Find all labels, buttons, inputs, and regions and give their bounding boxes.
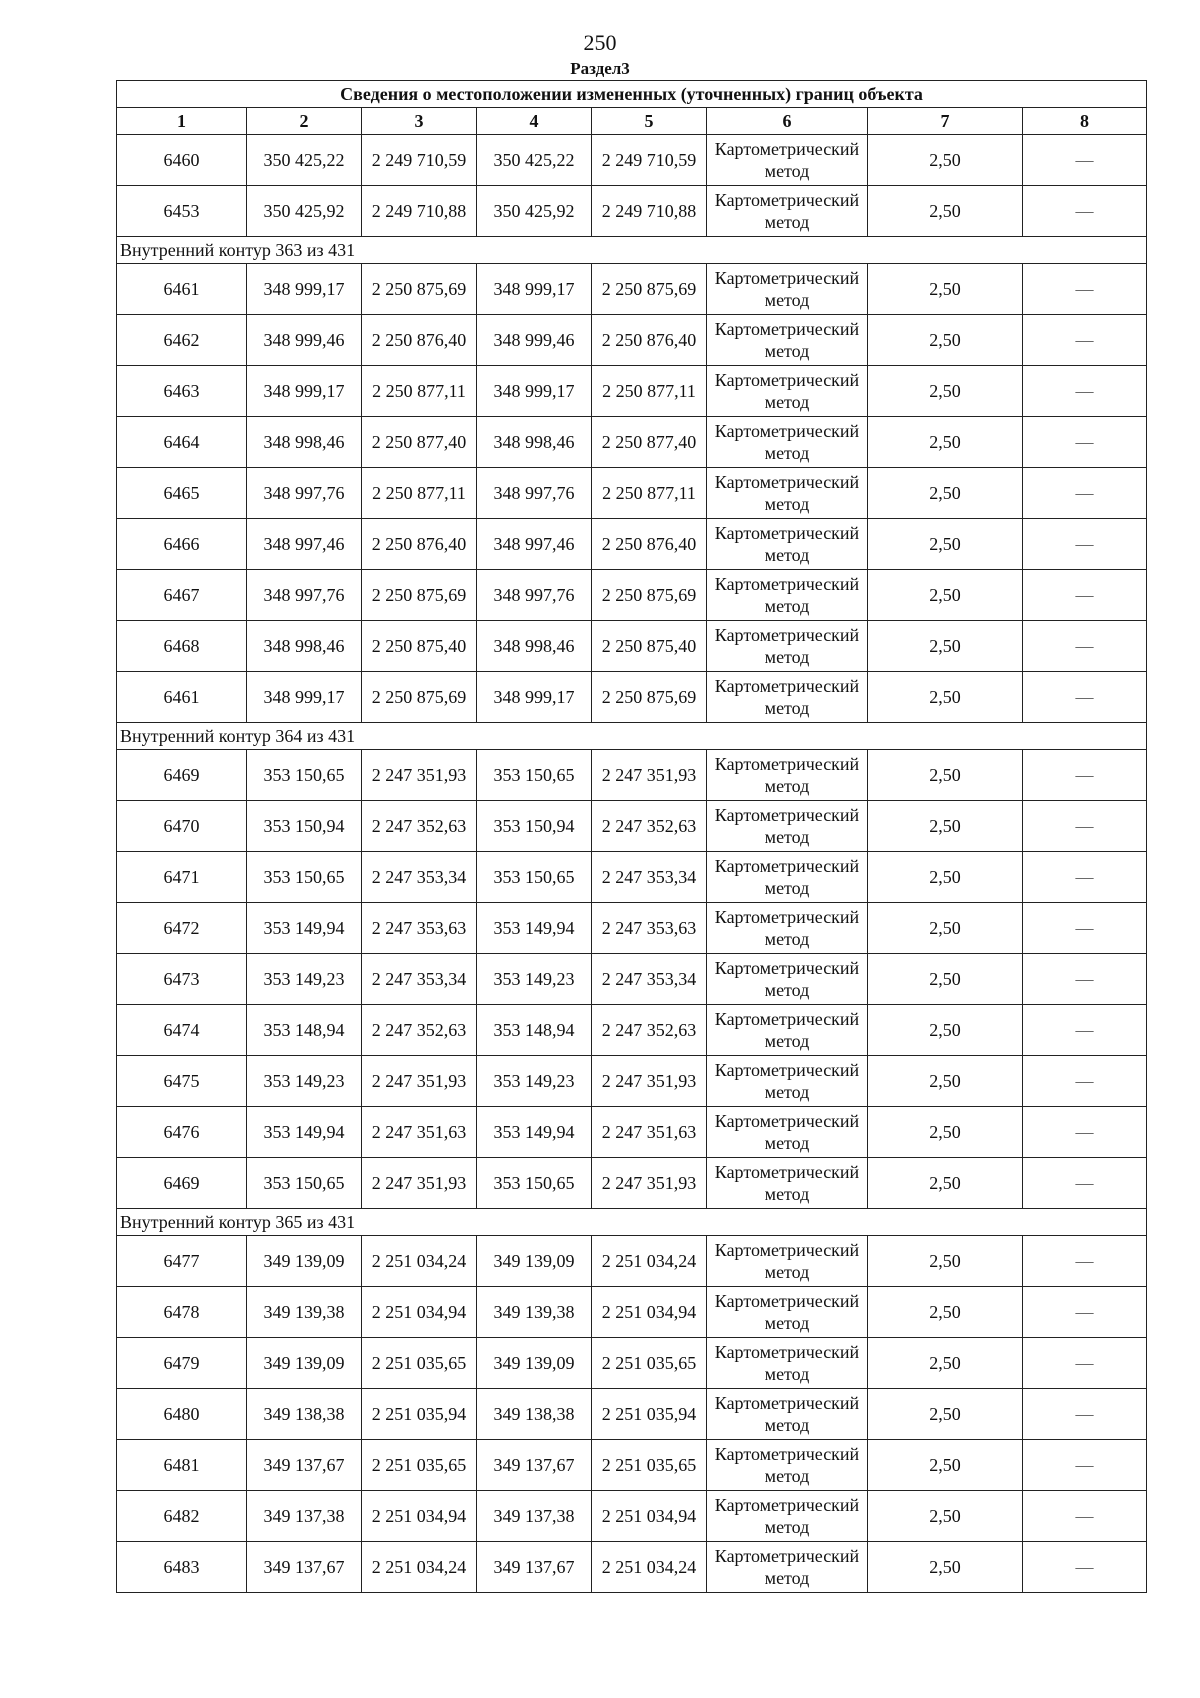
point-number-cell: 6480 — [117, 1389, 247, 1440]
table-row — [117, 519, 1147, 570]
method-cell: Картометрический метод — [707, 1056, 868, 1107]
x-old-cell: 348 997,76 — [247, 570, 362, 621]
description-cell: — — [1023, 750, 1147, 801]
y-new-cell: 2 251 035,65 — [592, 1440, 707, 1491]
y-new-cell: 2 250 876,40 — [592, 519, 707, 570]
x-old-cell: 349 138,38 — [247, 1389, 362, 1440]
accuracy-cell: 2,50 — [868, 1158, 1023, 1209]
accuracy-cell: 2,50 — [868, 1107, 1023, 1158]
x-old-cell: 348 999,17 — [247, 264, 362, 315]
method-cell: Картометрический метод — [707, 519, 868, 570]
table-row — [117, 801, 1147, 852]
y-new-cell: 2 251 035,65 — [592, 1338, 707, 1389]
x-new-cell: 349 137,38 — [477, 1491, 592, 1542]
method-cell: Картометрический метод — [707, 1236, 868, 1287]
accuracy-cell: 2,50 — [868, 417, 1023, 468]
y-old-cell: 2 247 353,34 — [362, 852, 477, 903]
x-old-cell: 348 998,46 — [247, 621, 362, 672]
method-cell: Картометрический метод — [707, 135, 868, 186]
method-cell: Картометрический метод — [707, 1440, 868, 1491]
y-new-cell: 2 250 877,11 — [592, 468, 707, 519]
y-old-cell: 2 251 035,65 — [362, 1338, 477, 1389]
x-new-cell: 353 150,65 — [477, 750, 592, 801]
accuracy-cell: 2,50 — [868, 1287, 1023, 1338]
y-old-cell: 2 247 351,93 — [362, 750, 477, 801]
table-caption-row — [117, 81, 1147, 108]
table-row — [117, 1338, 1147, 1389]
description-cell: — — [1023, 954, 1147, 1005]
point-number-cell: 6476 — [117, 1107, 247, 1158]
point-number-cell: 6469 — [117, 1158, 247, 1209]
table-row — [117, 417, 1147, 468]
point-number-cell: 6483 — [117, 1542, 247, 1593]
method-cell: Картометрический метод — [707, 366, 868, 417]
x-old-cell: 353 150,65 — [247, 750, 362, 801]
y-old-cell: 2 249 710,88 — [362, 186, 477, 237]
point-number-cell: 6466 — [117, 519, 247, 570]
table-row — [117, 1491, 1147, 1542]
table-row — [117, 570, 1147, 621]
accuracy-cell: 2,50 — [868, 1389, 1023, 1440]
point-number-cell: 6474 — [117, 1005, 247, 1056]
table-row — [117, 1005, 1147, 1056]
x-new-cell: 353 150,94 — [477, 801, 592, 852]
x-old-cell: 348 999,17 — [247, 672, 362, 723]
table-row — [117, 672, 1147, 723]
column-number-row — [117, 108, 1147, 135]
x-old-cell: 353 150,65 — [247, 1158, 362, 1209]
method-cell: Картометрический метод — [707, 1287, 868, 1338]
y-new-cell: 2 247 351,63 — [592, 1107, 707, 1158]
y-new-cell: 2 249 710,88 — [592, 186, 707, 237]
accuracy-cell: 2,50 — [868, 903, 1023, 954]
x-new-cell: 349 139,09 — [477, 1236, 592, 1287]
method-cell: Картометрический метод — [707, 1338, 868, 1389]
x-new-cell: 348 997,76 — [477, 570, 592, 621]
table-row — [117, 1440, 1147, 1491]
table-caption: Сведения о местоположении измененных (уточненных) границ объекта — [117, 81, 1147, 108]
point-number-cell: 6470 — [117, 801, 247, 852]
y-new-cell: 2 249 710,59 — [592, 135, 707, 186]
y-old-cell: 2 251 035,94 — [362, 1389, 477, 1440]
point-number-cell: 6473 — [117, 954, 247, 1005]
description-cell: — — [1023, 1542, 1147, 1593]
method-cell: Картометрический метод — [707, 1158, 868, 1209]
y-new-cell: 2 251 034,94 — [592, 1287, 707, 1338]
x-new-cell: 348 997,76 — [477, 468, 592, 519]
contour-header-row — [117, 1209, 1147, 1236]
y-new-cell: 2 247 353,34 — [592, 954, 707, 1005]
table-row — [117, 954, 1147, 1005]
column-number: 2 — [247, 108, 362, 135]
column-number: 3 — [362, 108, 477, 135]
accuracy-cell: 2,50 — [868, 135, 1023, 186]
y-old-cell: 2 251 034,24 — [362, 1542, 477, 1593]
y-old-cell: 2 247 351,63 — [362, 1107, 477, 1158]
y-old-cell: 2 249 710,59 — [362, 135, 477, 186]
x-new-cell: 353 149,23 — [477, 954, 592, 1005]
y-old-cell: 2 251 034,24 — [362, 1236, 477, 1287]
point-number-cell: 6475 — [117, 1056, 247, 1107]
point-number-cell: 6469 — [117, 750, 247, 801]
y-old-cell: 2 251 034,94 — [362, 1287, 477, 1338]
accuracy-cell: 2,50 — [868, 315, 1023, 366]
accuracy-cell: 2,50 — [868, 1005, 1023, 1056]
method-cell: Картометрический метод — [707, 750, 868, 801]
point-number-cell: 6464 — [117, 417, 247, 468]
accuracy-cell: 2,50 — [868, 954, 1023, 1005]
contour-header-row — [117, 723, 1147, 750]
y-new-cell: 2 247 352,63 — [592, 801, 707, 852]
x-new-cell: 349 139,09 — [477, 1338, 592, 1389]
point-number-cell: 6467 — [117, 570, 247, 621]
accuracy-cell: 2,50 — [868, 672, 1023, 723]
y-old-cell: 2 250 877,11 — [362, 468, 477, 519]
y-new-cell: 2 247 351,93 — [592, 1158, 707, 1209]
x-new-cell: 348 999,46 — [477, 315, 592, 366]
column-number: 1 — [117, 108, 247, 135]
point-number-cell: 6481 — [117, 1440, 247, 1491]
table-row — [117, 852, 1147, 903]
x-old-cell: 350 425,22 — [247, 135, 362, 186]
table-row — [117, 621, 1147, 672]
x-old-cell: 353 148,94 — [247, 1005, 362, 1056]
x-new-cell: 353 150,65 — [477, 852, 592, 903]
y-new-cell: 2 247 353,63 — [592, 903, 707, 954]
page-number: 250 — [583, 30, 617, 55]
y-old-cell: 2 250 875,69 — [362, 672, 477, 723]
x-new-cell: 349 138,38 — [477, 1389, 592, 1440]
description-cell: — — [1023, 1287, 1147, 1338]
section-title: Раздел3 — [570, 59, 630, 78]
x-old-cell: 348 998,46 — [247, 417, 362, 468]
contour-label: Внутренний контур 363 из 431 — [117, 237, 1147, 264]
column-number: 8 — [1023, 108, 1147, 135]
y-new-cell: 2 247 351,93 — [592, 750, 707, 801]
description-cell: — — [1023, 1491, 1147, 1542]
y-old-cell: 2 250 876,40 — [362, 519, 477, 570]
table-row — [117, 1236, 1147, 1287]
point-number-cell: 6479 — [117, 1338, 247, 1389]
x-new-cell: 348 999,17 — [477, 366, 592, 417]
accuracy-cell: 2,50 — [868, 186, 1023, 237]
x-new-cell: 353 148,94 — [477, 1005, 592, 1056]
point-number-cell: 6478 — [117, 1287, 247, 1338]
x-old-cell: 349 137,38 — [247, 1491, 362, 1542]
point-number-cell: 6465 — [117, 468, 247, 519]
accuracy-cell: 2,50 — [868, 570, 1023, 621]
accuracy-cell: 2,50 — [868, 750, 1023, 801]
x-new-cell: 348 997,46 — [477, 519, 592, 570]
column-number: 4 — [477, 108, 592, 135]
x-old-cell: 353 149,94 — [247, 903, 362, 954]
method-cell: Картометрический метод — [707, 1542, 868, 1593]
y-old-cell: 2 250 875,69 — [362, 264, 477, 315]
description-cell: — — [1023, 186, 1147, 237]
x-new-cell: 353 149,94 — [477, 903, 592, 954]
x-old-cell: 353 150,65 — [247, 852, 362, 903]
y-old-cell: 2 251 034,94 — [362, 1491, 477, 1542]
y-new-cell: 2 250 877,40 — [592, 417, 707, 468]
description-cell: — — [1023, 1236, 1147, 1287]
point-number-cell: 6468 — [117, 621, 247, 672]
method-cell: Картометрический метод — [707, 315, 868, 366]
x-new-cell: 350 425,22 — [477, 135, 592, 186]
y-old-cell: 2 247 352,63 — [362, 801, 477, 852]
x-old-cell: 353 149,23 — [247, 1056, 362, 1107]
table-row — [117, 1542, 1147, 1593]
description-cell: — — [1023, 621, 1147, 672]
description-cell: — — [1023, 1107, 1147, 1158]
accuracy-cell: 2,50 — [868, 519, 1023, 570]
accuracy-cell: 2,50 — [868, 1236, 1023, 1287]
x-new-cell: 348 998,46 — [477, 621, 592, 672]
y-new-cell: 2 250 877,11 — [592, 366, 707, 417]
method-cell: Картометрический метод — [707, 417, 868, 468]
method-cell: Картометрический метод — [707, 186, 868, 237]
table-row — [117, 186, 1147, 237]
method-cell: Картометрический метод — [707, 1005, 868, 1056]
method-cell: Картометрический метод — [707, 1491, 868, 1542]
y-old-cell: 2 247 352,63 — [362, 1005, 477, 1056]
table-row — [117, 750, 1147, 801]
y-old-cell: 2 247 351,93 — [362, 1056, 477, 1107]
table-row — [117, 1287, 1147, 1338]
x-old-cell: 348 997,76 — [247, 468, 362, 519]
accuracy-cell: 2,50 — [868, 1542, 1023, 1593]
y-new-cell: 2 251 034,24 — [592, 1236, 707, 1287]
y-new-cell: 2 250 875,69 — [592, 672, 707, 723]
x-old-cell: 348 999,17 — [247, 366, 362, 417]
point-number-cell: 6477 — [117, 1236, 247, 1287]
y-new-cell: 2 251 035,94 — [592, 1389, 707, 1440]
point-number-cell: 6482 — [117, 1491, 247, 1542]
description-cell: — — [1023, 1338, 1147, 1389]
coordinates-table — [116, 80, 1147, 1593]
y-old-cell: 2 250 875,40 — [362, 621, 477, 672]
x-new-cell: 348 998,46 — [477, 417, 592, 468]
table-row — [117, 315, 1147, 366]
method-cell: Картометрический метод — [707, 801, 868, 852]
x-old-cell: 349 137,67 — [247, 1440, 362, 1491]
table-row — [117, 1107, 1147, 1158]
column-number: 6 — [707, 108, 868, 135]
table-row — [117, 1056, 1147, 1107]
x-new-cell: 349 137,67 — [477, 1542, 592, 1593]
accuracy-cell: 2,50 — [868, 468, 1023, 519]
description-cell: — — [1023, 366, 1147, 417]
y-new-cell: 2 250 876,40 — [592, 315, 707, 366]
description-cell: — — [1023, 468, 1147, 519]
description-cell: — — [1023, 1440, 1147, 1491]
method-cell: Картометрический метод — [707, 570, 868, 621]
accuracy-cell: 2,50 — [868, 366, 1023, 417]
method-cell: Картометрический метод — [707, 672, 868, 723]
y-old-cell: 2 247 353,34 — [362, 954, 477, 1005]
description-cell: — — [1023, 315, 1147, 366]
y-new-cell: 2 250 875,40 — [592, 621, 707, 672]
point-number-cell: 6471 — [117, 852, 247, 903]
description-cell: — — [1023, 1158, 1147, 1209]
method-cell: Картометрический метод — [707, 1389, 868, 1440]
y-new-cell: 2 250 875,69 — [592, 570, 707, 621]
accuracy-cell: 2,50 — [868, 264, 1023, 315]
description-cell: — — [1023, 801, 1147, 852]
point-number-cell: 6461 — [117, 264, 247, 315]
y-old-cell: 2 250 877,11 — [362, 366, 477, 417]
x-old-cell: 348 997,46 — [247, 519, 362, 570]
table-body — [117, 135, 1147, 1593]
y-new-cell: 2 250 875,69 — [592, 264, 707, 315]
y-old-cell: 2 250 877,40 — [362, 417, 477, 468]
x-old-cell: 350 425,92 — [247, 186, 362, 237]
point-number-cell: 6463 — [117, 366, 247, 417]
method-cell: Картометрический метод — [707, 468, 868, 519]
y-new-cell: 2 251 034,94 — [592, 1491, 707, 1542]
point-number-cell: 6461 — [117, 672, 247, 723]
x-new-cell: 353 149,94 — [477, 1107, 592, 1158]
table-row — [117, 135, 1147, 186]
description-cell: — — [1023, 519, 1147, 570]
description-cell: — — [1023, 264, 1147, 315]
x-new-cell: 350 425,92 — [477, 186, 592, 237]
y-new-cell: 2 247 353,34 — [592, 852, 707, 903]
table-row — [117, 1158, 1147, 1209]
accuracy-cell: 2,50 — [868, 1440, 1023, 1491]
accuracy-cell: 2,50 — [868, 801, 1023, 852]
y-new-cell: 2 247 352,63 — [592, 1005, 707, 1056]
table-row — [117, 1389, 1147, 1440]
x-old-cell: 348 999,46 — [247, 315, 362, 366]
description-cell: — — [1023, 852, 1147, 903]
contour-header-row — [117, 237, 1147, 264]
description-cell: — — [1023, 135, 1147, 186]
method-cell: Картометрический метод — [707, 621, 868, 672]
column-number: 5 — [592, 108, 707, 135]
method-cell: Картометрический метод — [707, 852, 868, 903]
description-cell: — — [1023, 1005, 1147, 1056]
x-old-cell: 353 149,94 — [247, 1107, 362, 1158]
description-cell: — — [1023, 417, 1147, 468]
x-old-cell: 349 139,09 — [247, 1338, 362, 1389]
y-new-cell: 2 247 351,93 — [592, 1056, 707, 1107]
x-old-cell: 353 149,23 — [247, 954, 362, 1005]
accuracy-cell: 2,50 — [868, 621, 1023, 672]
column-number: 7 — [868, 108, 1023, 135]
description-cell: — — [1023, 672, 1147, 723]
accuracy-cell: 2,50 — [868, 1056, 1023, 1107]
x-new-cell: 349 139,38 — [477, 1287, 592, 1338]
point-number-cell: 6462 — [117, 315, 247, 366]
x-new-cell: 349 137,67 — [477, 1440, 592, 1491]
x-old-cell: 353 150,94 — [247, 801, 362, 852]
y-old-cell: 2 251 035,65 — [362, 1440, 477, 1491]
accuracy-cell: 2,50 — [868, 1338, 1023, 1389]
description-cell: — — [1023, 570, 1147, 621]
table-row — [117, 468, 1147, 519]
point-number-cell: 6460 — [117, 135, 247, 186]
contour-label: Внутренний контур 365 из 431 — [117, 1209, 1147, 1236]
y-old-cell: 2 250 876,40 — [362, 315, 477, 366]
y-old-cell: 2 247 351,93 — [362, 1158, 477, 1209]
table-row — [117, 366, 1147, 417]
x-new-cell: 353 150,65 — [477, 1158, 592, 1209]
method-cell: Картометрический метод — [707, 903, 868, 954]
description-cell: — — [1023, 1056, 1147, 1107]
point-number-cell: 6453 — [117, 186, 247, 237]
accuracy-cell: 2,50 — [868, 1491, 1023, 1542]
x-new-cell: 353 149,23 — [477, 1056, 592, 1107]
description-cell: — — [1023, 903, 1147, 954]
method-cell: Картометрический метод — [707, 954, 868, 1005]
y-old-cell: 2 247 353,63 — [362, 903, 477, 954]
x-old-cell: 349 137,67 — [247, 1542, 362, 1593]
table-row — [117, 903, 1147, 954]
method-cell: Картометрический метод — [707, 264, 868, 315]
x-old-cell: 349 139,09 — [247, 1236, 362, 1287]
point-number-cell: 6472 — [117, 903, 247, 954]
table-row — [117, 264, 1147, 315]
accuracy-cell: 2,50 — [868, 852, 1023, 903]
x-new-cell: 348 999,17 — [477, 264, 592, 315]
method-cell: Картометрический метод — [707, 1107, 868, 1158]
y-new-cell: 2 251 034,24 — [592, 1542, 707, 1593]
contour-label: Внутренний контур 364 из 431 — [117, 723, 1147, 750]
description-cell: — — [1023, 1389, 1147, 1440]
x-new-cell: 348 999,17 — [477, 672, 592, 723]
y-old-cell: 2 250 875,69 — [362, 570, 477, 621]
x-old-cell: 349 139,38 — [247, 1287, 362, 1338]
